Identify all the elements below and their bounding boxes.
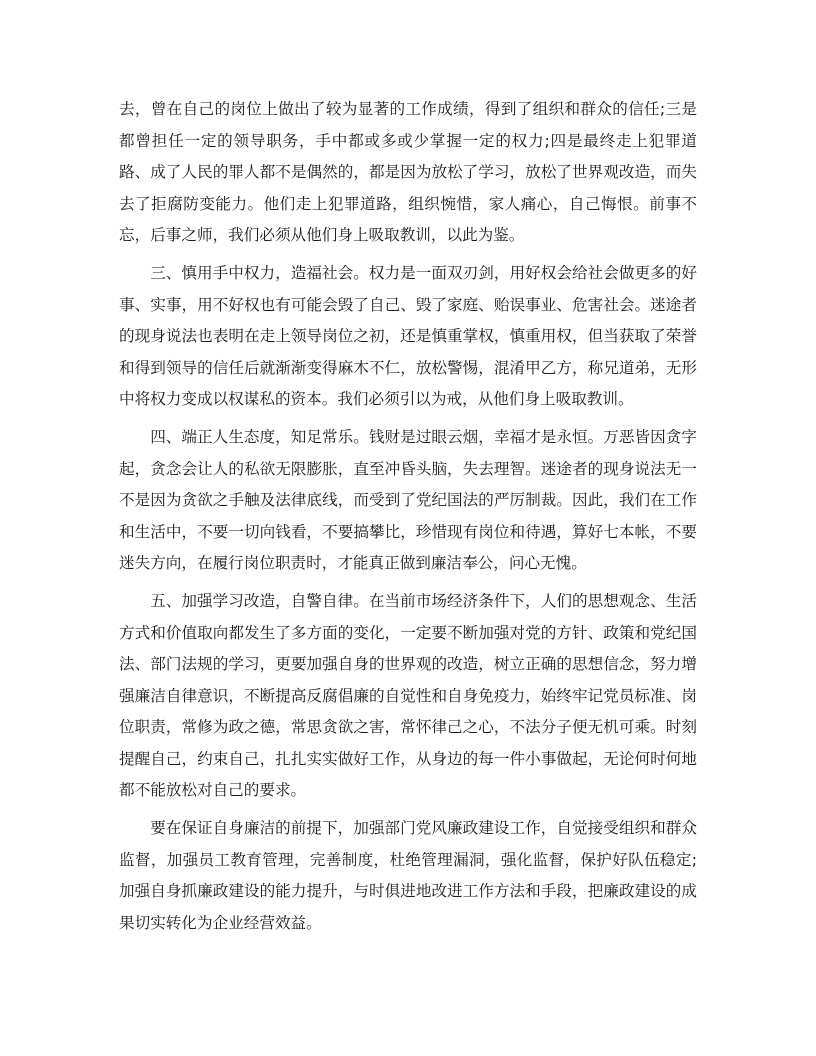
document-page	[119, 94, 697, 945]
paragraph-1: 去，曾在自己的岗位上做出了较为显著的工作成绩，得到了组织和群众的信任;三是都曾担任一定的领导职务，手中都或多或少掌握一定的权力;四是最终走上犯罪道路、成了人民的罪人都不是偶然的，都是因为放松了学习，放松了世界观改造，而失去了拒腐防变能力。他们走上犯罪道路，组织惋惜，家人痛心，自己悔恨。前事不忘，后事之师，我们必须从他们身上吸取教训，以此为鉴。	[119, 100, 697, 245]
paragraph-5: 要在保证自身廉洁的前提下，加强部门党风廉政建设工作，自觉接受组织和群众监督，加强员工教育管理，完善制度，杜绝管理漏洞，强化监督，保护好队伍稳定;加强自身抓廉政建设的能力提升，与时俱进地改进工作方法和手段，把廉政建设的成果切实转化为企业经营效益。	[119, 819, 697, 932]
paragraph-4: 五、加强学习改造，自警自律。在当前市场经济条件下，人们的思想观念、生活方式和价值取向都发生了多方面的变化，一定要不断加强对党的方针、政策和党纪国法、部门法规的学习，更要加强自身的世界观的改造，树立正确的思想信念，努力增强廉洁自律意识，不断提高反腐倡廉的自觉性和自身免疫力，始终牢记党员标准、岗位职责，常修为政之德，常思贪欲之害，常怀律己之心，不法分子便无机可乘。时刻提醒自己，约束自己，扎扎实实做好工作，从身边的每一件小事做起，无论何时何地都不能放松对自己的要求。	[119, 591, 697, 800]
paragraph-3: 四、端正人生态度，知足常乐。钱财是过眼云烟，幸福才是永恒。万恶皆因贪字起，贪念会让人的私欲无限膨胀，直至冲昏头脑，失去理智。迷途者的现身说法无一不是因为贪欲之手触及法律底线，而受到了党纪国法的严厉制裁。因此，我们在工作和生活中，不要一切向钱看，不要搞攀比，珍惜现有岗位和待遇，算好七本帐，不要迷失方向，在履行岗位职责时，才能真正做到廉洁奉公，问心无愧。	[119, 427, 697, 573]
paragraph-2: 三、慎用手中权力，造福社会。权力是一面双刃剑，用好权会给社会做更多的好事、实事，用不好权也有可能会毁了自己、毁了家庭、贻误事业、危害社会。迷途者的现身说法也表明在走上领导岗位之初，还是慎重掌权，慎重用权，但当获取了荣誉和得到领导的信任后就渐渐变得麻木不仁，放松警惕，混淆甲乙方，称兄道弟，无形中将权力变成以权谋私的资本。我们必须引以为戒，从他们身上吸取教训。	[119, 263, 697, 409]
